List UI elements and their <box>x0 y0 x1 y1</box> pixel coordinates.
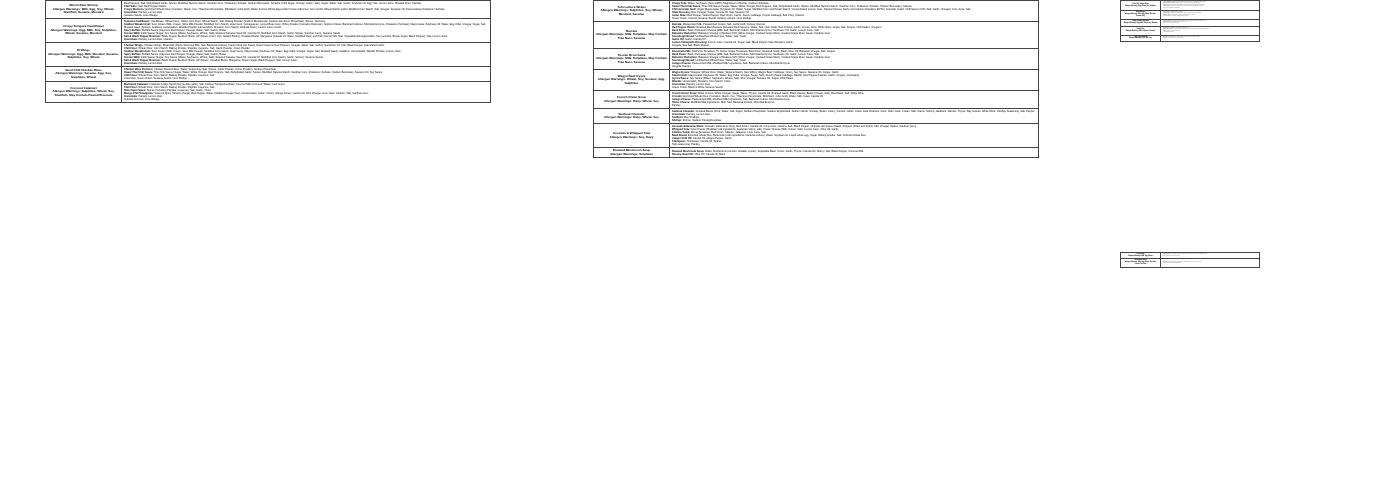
allergen-page-1 <box>45 0 491 226</box>
menu-item-cell <box>594 124 670 148</box>
menu-item-row <box>46 1 491 19</box>
component-label: Basil Pesto: <box>672 53 687 56</box>
menu-item-name: Cedar Plank Salmon <box>1133 36 1148 38</box>
component-label: Gremolata: <box>124 11 138 14</box>
component-ingredients: Parsley, Lemon Zest <box>686 113 711 116</box>
menu-item-cell <box>594 49 670 70</box>
component-label: Asian Slaw: <box>1163 6 1170 8</box>
component-label: Tortilla: <box>1163 4 1168 6</box>
component-label: Korean BBQ: <box>124 32 141 35</box>
component-label: Crispy Tofu: <box>672 2 688 5</box>
ingredients-cell <box>122 43 491 67</box>
component-label: Shrimp: <box>672 119 682 122</box>
component-ingredients: Horseradish, Mustard, Corn Starch, Color <box>682 80 731 83</box>
component-label: Slaw Dressing: <box>672 11 691 14</box>
ingredient-line <box>672 86 1036 89</box>
menu-item-row <box>594 148 1039 158</box>
menu-item-row <box>46 67 491 82</box>
ingredients-cell <box>670 124 1039 148</box>
ingredient-line <box>672 104 1036 107</box>
component-label: Brownie: <box>1163 261 1168 263</box>
menu-item-cell <box>46 43 122 67</box>
component-ingredients: Beef Striploin, Salt, Pepper, Canola Oil <box>1168 27 1188 29</box>
ingredients-cell <box>670 109 1039 124</box>
ingredient-line <box>672 119 1036 122</box>
component-label: Aleppo Chili Oil: <box>672 137 693 140</box>
allergen-warnings: Allergen Warnings: Fish, Milk, Soy <box>1129 38 1152 40</box>
component-label: Asiago Cheese: <box>672 98 692 101</box>
component-ingredients: Olive Oil, Canola Oil, Basil <box>694 152 725 156</box>
component-ingredients: Kalbi Sauce (Sugar, Soy Sauce (Water, Soybeans, Wheat, Salt), Roasted Sesame Seed Oil, Canola Oil, Modified Corn Starch, Garlic, Spices), Sesame Seeds <box>141 56 323 59</box>
component-ingredients: Feta Cheese (Modified milk ingredients, bacterial culture, salt), Cream Cheese (Milk, Cream, Salt), Lemon Juice, Olive Oil, Garlic <box>690 128 839 131</box>
component-label: Kimchi Aioli: <box>672 74 688 77</box>
component-ingredients: Black Pepper Bourbon Butter (JP Wisers, Unsalted Butter, Margarine, Brown Sugar, Black Pepper), Salt, Lemon Juice <box>161 59 297 62</box>
ingredients-cell <box>1161 19 1260 26</box>
ingredient-line <box>1163 263 1257 264</box>
component-ingredients: Enriched Wheat Flour (Contains: Niacin, Iron, Thiamine Mononitrate, Riboflavin, Folic Acid), Water, Salt, Yeast, Canola Oil <box>683 95 823 98</box>
menu-item-row <box>1121 19 1260 26</box>
component-ingredients: Arugula, Sea Salt, Black Pepper <box>672 44 710 47</box>
ingredient-line <box>124 8 488 11</box>
component-ingredients: Wheat Flour, Eggs, Butter, Sugar, Yeast, Salt, Sesame Seeds <box>1170 13 1202 15</box>
menu-item-name: Crispy Tempura Cauliflower <box>63 24 104 29</box>
ingredient-line <box>124 98 488 101</box>
component-label: Sweet Thai Chili Sauce: <box>1163 3 1176 5</box>
menu-item-row <box>1121 35 1260 41</box>
ingredient-line <box>1163 32 1257 33</box>
menu-item-cell <box>1121 1 1161 11</box>
component-label: Swiss Cheese: <box>672 101 691 104</box>
component-ingredients: Mayonnaise (Soybean Oil, Water, Egg Yolks, Vinegar, Sugar, Salt), Kimchi (Napa Cabbage, Radish, Red Pepper Powder, Garlic, Ginger), Gochujang <box>688 74 860 77</box>
component-ingredients: Enriched Wheat Flour, Water, Vegetable Shortening, Salt, Baking Powder <box>1167 4 1205 6</box>
component-ingredients: Berry Compote, Whipped Cream <box>1163 255 1180 257</box>
allergen-warnings: Allergen Warnings: Wheat, Soy, Sesame, Egg, Sulphites <box>597 77 666 85</box>
component-label: Cilantro Salsa: <box>672 131 691 134</box>
component-ingredients: Pasteurized Milk, Modified Milk Ingredients, Salt, Bacterial Culture, Microbial Enzyme <box>692 98 790 101</box>
allergen-page-4 <box>1120 252 1260 310</box>
ingredient-line <box>124 14 488 17</box>
component-label: Crispy Chicken: <box>1163 20 1172 22</box>
ingredients-cell <box>670 22 1039 49</box>
menu-item-name: Chocolate Brownie <box>1134 260 1147 262</box>
component-ingredients: Ground Beef, Salt, Pepper <box>1169 12 1183 14</box>
component-label: Mango Chili Vinaigrette: <box>124 92 154 95</box>
allergen-warnings: Allergen Warnings: Sulphites <box>609 151 654 156</box>
component-label: Chicken Wings: <box>124 44 144 47</box>
component-ingredients: Soy Sauce (Water, Soybeans, Wheat, Salt), Rice Vinegar, Sesame Oil, Sugar, Chili Flakes <box>689 77 794 80</box>
menu-item-row <box>594 124 1039 148</box>
ingredients-cell <box>122 19 491 43</box>
menu-item-cell <box>594 91 670 109</box>
component-ingredients: Enriched Wheat Flour (Contains: Niacin, Iron, Thiamine Mononitrate, Riboflavin, Folic Acid), Water, Frozen Whole Egg and/or Frozen Albumen; Corn and/or Wheat Starch and/or Modified Corn Starch, Salt, Vinegar, Soybean Oil, Preservatives Potassium Sorbate <box>145 8 445 11</box>
component-ingredients: Avocado, Edamame (Soy), Red Onion, Canola Oil, Lime Juice, Cilantro, Salt, Black Pepper, Chipotle Hot Sauce (Water, Peppers (Dried and Fried), Salt, Vinegar, Spices, Xanthan Gum) <box>704 125 917 128</box>
component-label: Peppercorn Sauce: <box>1163 29 1174 31</box>
component-ingredients: Sugar, Water, Vinegar, Red Peppers, Salt, Garlic <box>1176 3 1201 5</box>
menu-item-name: Tuscan Bruschetta <box>617 52 646 57</box>
component-label: Balsamic Reduction: <box>672 56 698 59</box>
menu-item-name: Avocado & Whipped Feta <box>612 131 651 135</box>
ingredients-cell <box>122 82 491 103</box>
component-ingredients: Vegan Mayonnaise (Soybean Oil, Water, Sugar, Modified Corn and Potato Starch, Concentrated Lemon Juice, Natural Flavour, Spice and Calcium Disodium EDTA), Avocado, Garlic, Chili Sauce (Chili, Salt, Garlic, Vinegar), Lime Juice, Salt <box>696 8 971 11</box>
menu-item-cell <box>46 1 122 19</box>
ingredient-line <box>124 35 488 38</box>
component-ingredients: Parsley <box>672 104 681 107</box>
menu-item-cell <box>594 148 670 158</box>
component-label: Burger Sauce: <box>1163 14 1171 16</box>
component-ingredients: Smoked Bacon (Pork, Water, Salt, Sugar, Sodium Phosphate, Sodium Erythorbate, Sodium Nitrite, Smoke), Butter, Celery, Carrots, Garlic, Yukon Gold Potatoes, Flour, Clam Juice, Cream, Milk, Clams, Shrimp, Haddock, Salmon, Thyme, Bay Leaves, White Wine, Old Bay Seasoning, Salt, Pepper <box>695 110 1035 113</box>
component-ingredients: Rice Vinegar, Sugar, Canola Oil, Salt, Sesame Oil <box>691 11 749 14</box>
menu-item-row <box>1121 1 1260 11</box>
ingredient-line <box>672 17 1036 20</box>
component-label: Nola Cajun Spice: <box>124 89 147 92</box>
ingredient-line <box>672 143 1036 146</box>
ingredients-cell <box>1161 26 1260 35</box>
allergen-warnings: Allergen Warnings: Egg, Milk, Mustard, Sesame, Sulphites, Soy, Wheat <box>48 51 119 60</box>
component-label: Whipped Feta: <box>672 128 690 131</box>
component-ingredients: Toasted Coconut, Lime Wedge <box>124 98 160 101</box>
menu-item-name: Seafood Chowder <box>618 111 645 116</box>
component-ingredients: Red Pepper, Yellow Pepper, Red Onion, Carrot, Cabbage, Cilantro <box>1169 6 1204 8</box>
menu-item-cell <box>46 19 122 43</box>
component-ingredients: Chicken Breast, Buttermilk, Wheat Flour, Corn Starch, Spices, Salt <box>1172 2 1206 3</box>
component-label: Balsamic Reduction: <box>672 32 698 35</box>
menu-item-name: Wagyu Beef Gyoza <box>617 73 646 78</box>
menu-item-row <box>594 91 1039 109</box>
component-ingredients: Black Pepper Bourbon Butter (JP Wisers (Corn, Rye, Malted Barley), Unsalted Butter, Margarine (Canola Oil, Water, Modified Palm and Palm Kernel Oils, Salt, Vegetable Monoglycerides, Soy Lecithin), Brown Sugar, Black Pepper), Salt, Lemon Juice <box>161 35 448 38</box>
menu-item-cell <box>46 82 122 103</box>
allergen-warnings: Allergen Warnings: Milk, Egg, Wheat, Soy. May Contain Tree Nuts <box>1125 262 1156 265</box>
component-label: Salt & Black Pepper Bourbon: <box>124 35 161 38</box>
ingredient-line <box>672 110 1036 113</box>
menu-item-cell <box>1121 26 1161 35</box>
component-label: Gyoza Sauce: <box>672 77 690 80</box>
component-ingredients: Buffalo Sauce (Cayenne Red Pepper, Vinegar, Water, Salt, Garlic), Butter <box>142 53 227 56</box>
component-ingredients: Mayonnaise, Ketchup, Mustard, Pickles, Spices <box>1171 14 1196 16</box>
component-ingredients: Green Onion, Black & White Sesame Seeds <box>672 86 723 89</box>
component-ingredients: Sesame Seeds, Lime Wedge <box>124 14 158 17</box>
component-label: Crispy Wontons: <box>124 8 145 11</box>
component-label: Fries: <box>1163 30 1167 32</box>
component-label: Gremolata: <box>672 83 686 86</box>
menu-item-name: Roasted Mushroom Soup <box>612 148 651 152</box>
component-ingredients: Cream, Butter, Brandy, Beef Base, Green Peppercorns, Dijon Mustard <box>1173 29 1210 31</box>
component-ingredients: Cucumber, Green Onion, Sesame Seeds, Lime Wedge <box>124 77 188 80</box>
component-label: Naan Bread: <box>672 134 688 137</box>
ingredients-cell <box>1161 259 1260 267</box>
allergen-warnings: Allergen Warnings: Sesame, Egg, Soy, Sulphites, Wheat <box>55 71 112 79</box>
component-ingredients: Cream Cheese, Sugar, Eggs, Graham Crust (Wheat Flour, Butter, Sugar) <box>1170 254 1208 256</box>
component-ingredients: Red Vine Tomatoes, Tri Colour Grape Tomatoes, Red Onion, Roasted Garlic, Basil, Olive Oil, Balsamic Vinegar, Salt, Pepper <box>692 50 836 53</box>
menu-item-name: Smash Burger <box>1135 12 1146 14</box>
menu-item-name: Crispy Chicken Sandwich <box>1131 21 1149 23</box>
component-label: Chicken Bites Portions: <box>124 68 154 71</box>
component-ingredients: Spices (Including Paprika, Cayenne), Salt, Garlic, Onion <box>146 89 212 92</box>
menu-item-row <box>1121 11 1260 20</box>
ingredient-line <box>672 44 1036 47</box>
component-ingredients: Roasted Red Peppers (Roasted Red Peppers, Water, Salt, Citric Acid), Red Onions, Garlic, Lemon Juice, White Wine, Sugar, Salt, Pepper, Chili Flakes, Oregano <box>696 26 882 29</box>
component-label: Beef Patty: <box>1163 12 1169 14</box>
component-ingredients: Unbleached Wheat Flour, Water, Salt, Yeast <box>695 35 746 38</box>
component-ingredients: Vanilla Ice Cream, Chocolate Sauce <box>1163 262 1182 264</box>
ingredients-cell <box>1161 35 1260 41</box>
component-label: French Onion Soup: <box>672 92 697 95</box>
component-label: Spicy Buffalo: <box>124 29 142 32</box>
component-label: Basil Pesto: <box>672 29 687 32</box>
component-ingredients: Unbleached Wheat Flour, Water, Salt, Yeast <box>695 59 746 62</box>
component-ingredients: Salt, Red Pepper Flakes <box>138 5 167 8</box>
menu-item-name: Tofu Lettuce Wraps <box>617 4 646 9</box>
component-ingredients: Potatoes, Canola Oil, Salt <box>1166 30 1180 32</box>
component-label: Avocado Edamame Mash: <box>672 125 705 128</box>
component-ingredients: Parsley, Lemon Zest <box>138 95 163 98</box>
component-ingredients: Chicken Wings, Buttermilk (Partly Skimmed Milk, Salt, Bacterial Culture), Frank's Red Hot Sauce (Aged Cayenne Red Peppers, Vinegar, Water, Salt, Garlic), Sunflower Oil, Salt, Black Pepper, Granulated Garlic <box>144 44 385 47</box>
component-label: Scallops: <box>672 116 684 119</box>
menu-item-cell <box>594 1 670 22</box>
allergen-warnings: Allergen Warnings: Milk, Sulphites, Mustard <box>1125 30 1155 32</box>
menu-item-name: French Onion Soup <box>617 95 646 99</box>
menu-item-cell <box>594 109 670 124</box>
component-label: Lemon Vinaigrette Dressing: <box>672 41 708 44</box>
component-ingredients: Dark Chocolate, Butter, Sugar, Eggs, Wheat Flour, Cocoa Powder <box>1168 261 1202 263</box>
menu-item-name: Coconut Calamari <box>70 85 97 90</box>
component-ingredients: Thai Chili Sauce (Sugar, Water, White Vinegar, Red Peppers, Salt, Dehydrated Garlic, Spices, Modified Tapioca Starch, Xanthan Gum, Potassium Sorbate, Sodium Benzoate), Sesame Oil, Soy Sauce <box>153 71 383 74</box>
component-label: Spicy Mayo: <box>1163 22 1170 24</box>
allergen-table <box>45 0 491 103</box>
ingredient-line <box>1163 38 1257 39</box>
allergen-warnings: Allergen Warnings: Milk, Egg, Wheat <box>1128 255 1153 257</box>
component-label: Wagyu Gyoza: <box>672 71 690 74</box>
component-ingredients: Red Pepper, Yellow Pepper, Red Onion, Carrot, Savoy Cabbage, Purple Cabbage, Bok Choy, Cilantro <box>687 14 805 17</box>
component-ingredients: Cauliflower, Wheat Flour, Yellow Corn Flour, Wheat Starch, Salt, Baking Powder (Sodium Bicarbonate, Sodium Aluminum Phosphate), Spices, Dextrose <box>151 20 326 23</box>
menu-item-row <box>46 43 491 67</box>
component-ingredients: Enriched wheat flour, Buttermilk (milk ingredients, bacterial culture), Water, Soybean oil, Liquid whole egg, Sugar, Baking powder, Salt, Cultured wheat flour <box>688 134 866 137</box>
menu-item-cell <box>1121 11 1161 20</box>
menu-item-name: Cheesecake <box>1136 254 1145 255</box>
component-ingredients: Lemon Juice, Canola Oil, Sugar, Salt, Black Pepper, Dijon Mustard, Garlic <box>708 41 793 44</box>
component-ingredients: Cheddar Cheese, Lettuce, Tomato, Pickles, Onion <box>1163 16 1189 18</box>
component-ingredients: Pasteurized Milk, Pasteurized Cream, Salt, Lactic Acid, Culture, Rennet <box>682 23 765 26</box>
component-label: Crispy Chicken: <box>1163 2 1172 3</box>
menu-item-row <box>594 109 1039 124</box>
ingredient-line <box>1163 256 1257 257</box>
component-ingredients: Roma Tomatoes, Red Onion, Cilantro, Jalapeno, Lime Juice, Salt <box>690 131 766 134</box>
menu-item-cell <box>46 67 122 82</box>
allergen-warnings: Allergen Warnings: Milk, Egg, Soy, Wheat, Shellfish, Sesame, Mustard <box>52 6 115 15</box>
menu-item-row <box>46 19 491 43</box>
component-label: Red Pepper Relish: <box>672 26 696 29</box>
component-label: Gremolata: <box>124 95 138 98</box>
component-ingredients: Parsley, Lemon Zest <box>686 83 711 86</box>
component-label: Sweet Thai Chili Sauce: <box>672 5 702 8</box>
menu-item-cell <box>1121 35 1161 41</box>
component-label: Gremolata: <box>124 62 138 65</box>
menu-item-row <box>46 82 491 103</box>
component-label: Asian Slaw: <box>672 14 687 17</box>
component-ingredients: Bay Scallops <box>684 116 700 119</box>
component-label: Asiago Cheese: <box>672 62 692 65</box>
menu-item-row <box>594 1 1039 22</box>
component-ingredients: Tajin seasoning, Parsley <box>672 143 700 146</box>
component-label: Sourdough Bread: <box>672 59 695 62</box>
component-label: Cheesecake: <box>1163 254 1170 256</box>
component-ingredients: Canola Oil, Aleppo Pepper, Garlic <box>692 137 732 140</box>
component-label: Chili Avocado Aioli: <box>672 8 697 11</box>
component-ingredients: Balsamic Vinegar of Modena 61% (Wine Vinegar, Cooked Grape Must), Cooked Grape Must, Sugar, Xanthan Gum <box>698 56 831 59</box>
component-label: Chili Flour: <box>124 47 138 50</box>
menu-item-name: Thai Chili Chicken Wrap <box>1132 3 1149 5</box>
component-label: Gremolata: <box>124 38 138 41</box>
ingredients-cell <box>670 70 1039 91</box>
component-ingredients: Basil, Parmesan Cheese (Milk, Salt, Bacterial Culture, Microbial Enzyme), Sunflower Oil, Garlic, Lemon Juice, Salt <box>687 53 819 56</box>
component-ingredients: Sour Cream (Milk, Cream, Skim Milk Powder, Modified Corn Starch, Guar Gum), Mayonnaise (Soybean Oil, Water, Egg Yolks, Vinegar, Sugar, Salt, Mustard Seed), Scallions, Horseradish, Wasabi Powder, Lemon Juice <box>151 50 401 53</box>
component-ingredients: Wheat Flour, Corn Starch, Baking Powder, Paprika, Cayenne, Salt <box>138 74 215 77</box>
component-label: Burrata: <box>672 23 683 26</box>
ingredients-cell <box>670 49 1039 70</box>
component-ingredients: Calamari (Loligo Squid (Doryteuthis gahi)), Salt, Sodium Tripolyphosphate, Coconut Milk (Coconut, Water, Guar Gum) <box>149 83 285 86</box>
component-label: Chili Salts: <box>124 5 138 8</box>
ingredient-line <box>124 77 488 80</box>
component-label: Scallion Wasabi Aioli: <box>124 23 151 26</box>
component-ingredients: Sour Cream (Milk, Cream, Skim Milk Powder, Modified Corn Starch, Guar Gum, Carrageenan, Locust Bean Gum, Whey Powder (Contains Dextrose), Sodium Citrate, Bacterial Cultures, Microbial Enzyme, Potassium Sorbate), Mayonnaise (Soybean Oil, Water, Egg Yolks, Vinegar, Sugar, Salt, Mustard Seed, Spices), Scallions, Horseradish, Wasabi Powder (Horseradish, Mustard, Corn Starch, Artificial Color), Lemon Juice, Garlic <box>124 23 487 29</box>
allergen-page-3 <box>1120 0 1260 200</box>
ingredients-cell <box>1161 11 1260 20</box>
component-label: Crostini: <box>672 95 683 98</box>
component-ingredients: Chicken Breast Fillets, Water, Seasoning (Salt, Spices, Garlic Powder, Onion Powder), Sodium Phosphate <box>154 68 276 71</box>
allergen-warnings: Allergen Warnings: Milk, Sulphites, May Contain Tree Nuts, Sesame <box>596 56 667 64</box>
allergen-warnings: Allergen Warnings: Milk, Sulphites. May Contain Tree Nuts, Sesame <box>596 32 667 40</box>
ingredient-line <box>124 62 488 65</box>
component-ingredients: Green Onion, Carrots, Sesame Seeds, Iceberg Lettuce, Lime Wedge <box>672 17 752 20</box>
allergen-warnings: Allergen Warnings: Egg, Milk, Soy, Sulphites, Wheat, Sesame, Mustard <box>50 27 117 36</box>
component-label: Roasted Mushroom Soup: <box>672 149 705 153</box>
component-ingredients: Parsley, Lemon Zest <box>138 11 163 14</box>
ingredients-cell <box>670 1 1039 22</box>
component-label: Salmon: <box>1163 36 1168 38</box>
ingredients-cell <box>670 91 1039 109</box>
component-ingredients: Brioche Bun, Pickles, Coleslaw <box>1163 23 1179 25</box>
component-ingredients: Wrapper: Wheat Flour, Water, Tapioca Starch, Salt. Filling: Wagyu Beef, Cabbage, Onion, Soy Sauce, Sesame Oil, Ginger, Garlic <box>690 71 839 74</box>
menu-item-name: Whom Bam Shrimp <box>69 3 98 8</box>
component-label: Chili Flour: <box>124 74 138 77</box>
component-ingredients: Wheat Flour, Corn Starch, Baking Powder, Paprika, Cayenne, Salt <box>138 86 215 89</box>
allergen-warnings: Allergen Warnings: Milk, Egg, Wheat, Mustard, Sesame, Soy <box>1125 13 1156 17</box>
component-ingredients: Thai Chili Sauce (Sugar, Water, White Vinegar, Red Peppers, Salt, Dehydrated Garlic, Spices, Modified Tapioca Starch, Xanthan Gum, Potassium Sorbate, Sodium Benzoate), Cilantro <box>701 5 912 8</box>
ingredient-line <box>1163 8 1257 9</box>
component-ingredients: Green Onion, Lettuce, Cucumber <box>1163 7 1180 9</box>
component-ingredients: Seasonal Vegetables, Rice Pilaf, Lemon <box>1163 38 1184 40</box>
component-label: Gremolata: <box>672 113 686 116</box>
menu-item-row <box>1121 259 1260 267</box>
component-label: Marinated Calamari: <box>124 83 149 86</box>
component-label: Wasabi: <box>672 80 682 83</box>
allergen-table <box>593 0 1039 158</box>
menu-item-name: M Wings <box>77 48 90 53</box>
allergen-table <box>1120 252 1260 268</box>
component-ingredients: Parsley, Lemon Zest <box>138 62 163 65</box>
ingredients-cell <box>122 1 491 19</box>
component-ingredients: Buffalo Sauce (Cayenne Red Pepper, Vinegar, Water, Salt, Garlic), Butter <box>142 29 227 32</box>
allergen-page-2 <box>593 0 1039 330</box>
ingredient-line <box>124 38 488 41</box>
ingredients-cell <box>670 148 1039 158</box>
component-label: Tempura Cauliflower: <box>124 20 151 23</box>
menu-item-name: Steak Frites <box>1136 28 1145 30</box>
menu-item-cell <box>1121 19 1161 26</box>
component-label: Striploin: <box>1163 27 1169 29</box>
component-ingredients: Basil, Parmesan Cheese (Milk, Salt, Bacterial Culture, Microbial Enzyme), Sunflower Oil, Garlic, Lemon Juice, Salt <box>687 29 819 32</box>
component-label: Bruschetta Mix: <box>672 50 692 53</box>
ingredient-line <box>672 65 1036 68</box>
component-ingredients: Parsley, Lemon Zest, Cilantro <box>138 38 173 41</box>
component-ingredients: White Onions, White Vinegar, Sugar, Water, Thyme, Canola Oil, Roasted Garlic, Black Pepper, Butter (Cream, Salt), Beef Base, Salt, White Wine <box>697 92 864 95</box>
allergen-warnings: Allergen Warnings: Egg, Milk, Wheat, Soy, Mustard <box>1123 22 1158 24</box>
component-ingredients: Arugula, Parsley <box>672 65 692 68</box>
component-label: Spicy Buffalo: <box>124 53 142 56</box>
allergen-warnings: Allergen Warnings: Sulphites, Wheat, Soy, Shellfish, May Contain Peanut/Treenuts <box>52 89 115 97</box>
ingredient-line <box>1163 16 1257 17</box>
component-label: Chickpeas: <box>672 140 686 143</box>
component-ingredients: Red Peppers, Salt, Dehydrated Garlic, Spices, Modified Tapioca Starch, Xanthan Gum, Potassium Sorbate, Sodium Benzoate), Sriracha (Chili Sugar, Vinegar, Garlic, Salt), Sugar, Water, Salt, Garlic, Soybean Oil, Egg Yolk, Lemon Juice, Mustard Flour, Paprika <box>124 2 421 5</box>
component-ingredients: Balsamic Vinegar of Modena 61% (Wine Vinegar, Cooked Grape Must), Cooked Grape Must, Sugar, Xanthan Gum <box>698 32 831 35</box>
component-label: Korean BBQ: <box>124 56 141 59</box>
allergen-warnings: Allergen Warnings: Soy, Dairy <box>609 134 654 139</box>
component-label: Garlic Oil: <box>672 38 685 41</box>
component-label: Sweet Thai Chili Sauce: <box>124 71 154 74</box>
component-ingredients: Chicken Breast, Buttermilk, Wheat Flour, Corn Starch, Spices, Salt <box>1172 20 1206 22</box>
component-label: Brioche Bun: <box>1163 13 1171 15</box>
component-ingredients: Water, Soybeans (Non-GMO), Magnesium Chloride, Calcium Sulphate <box>687 2 769 5</box>
menu-item-name: Seed Chili Chicken Bites <box>65 67 102 72</box>
component-ingredients: Chickpeas, Canola Oil, Spices <box>686 140 722 143</box>
component-label: Parsley, Basil Oil: <box>672 152 694 156</box>
allergen-warnings: Allergen Warnings: Egg, Wheat, Soy, Sulphites <box>1125 5 1156 7</box>
ingredient-line <box>672 153 1036 156</box>
allergen-table <box>1120 0 1260 42</box>
component-label: Sourdough Bread: <box>672 35 695 38</box>
menu-item-cell <box>594 22 670 49</box>
menu-item-row <box>594 70 1039 91</box>
component-ingredients: Sweet & Spicy Tobacco (Sugar, Red Pepper, Water, Distilled Vinegar, Peel, Concentrates, Garlic, Onion), Mango Puree, Canola Oil, Rice Vinegar, Lime Juice, Cilantro, Salt, Xanthan Gum <box>154 92 369 95</box>
allergen-warnings: Allergen Warnings: Sulphites, Soy, Wheat, Mustard, Sesame <box>600 8 663 16</box>
menu-item-row <box>594 22 1039 49</box>
menu-item-name: Burrata <box>625 28 637 33</box>
ingredients-cell <box>122 67 491 82</box>
component-ingredients: Garlic, Canola Oil <box>685 38 706 41</box>
menu-item-cell <box>1121 259 1161 267</box>
component-label: Chili Flour: <box>124 86 138 89</box>
component-ingredients: Garlic Butter, Parsley <box>1163 32 1174 34</box>
component-ingredients: Pasteurized Milk, Modified Milk Ingredients, Salt, Bacterial Culture, Microbial Enzyme <box>692 62 790 65</box>
menu-item-row <box>1121 26 1260 35</box>
component-ingredients: Atlantic Salmon, Maple Glaze (Maple Syrup, Soy Sauce, Garlic) <box>1167 36 1200 38</box>
menu-item-row <box>594 49 1039 70</box>
component-ingredients: Mayonnaise, Sriracha, Lime Juice <box>1169 22 1188 24</box>
component-ingredients: Wheat Flour, Corn Starch, Baking Powder, Paprika, Cayenne, Salt, Garlic Powder, Onion Powder <box>138 47 250 50</box>
component-ingredients: Water, Mushrooms (cremini, shiitake, oyster), Vegetable Base, Onion, Garlic, Thyme, Canola Oil, Sherry, Salt, Black Pepper, Coconut Milk <box>705 149 864 153</box>
component-ingredients: Kalbi Sauce (Sugar, Soy Sauce (Water, Soybeans, Wheat, Salt), Roasted Sesame Seed Oil, Canola Oil, Modified Corn Starch, Garlic, Spices, Xanthan Gum), Sesame Seeds <box>141 32 341 35</box>
allergen-warnings: Allergen Warnings: Dairy, Wheat, Soy <box>603 98 659 103</box>
component-ingredients: Modified Milk Ingredients, Milk, Salt, Bacterial Culture, Microbial Enzyme <box>690 101 775 104</box>
component-ingredients: Shrimp, Sodium Tripolyphosphate <box>682 119 722 122</box>
allergen-warnings: Allergen Warnings: Dairy, Wheat, Soy <box>603 115 659 119</box>
component-label: Seafood Chowder: <box>672 110 695 113</box>
component-label: Salt & Black Pepper Bourbon: <box>124 59 161 62</box>
component-label: Scallion Wasabi Aioli: <box>124 50 151 53</box>
menu-item-cell <box>594 70 670 91</box>
